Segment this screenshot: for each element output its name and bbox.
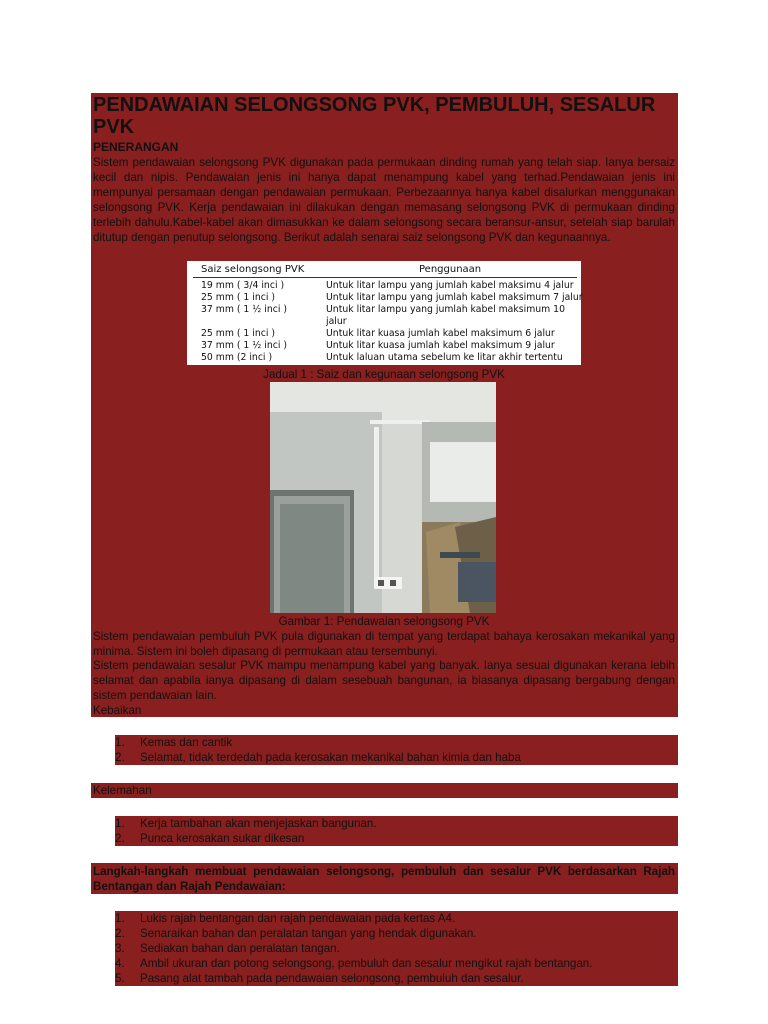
disadvantages-list (115, 816, 377, 846)
table-cell: Untuk litar lampu yang jumlah kabel maksimu 4 jalur (326, 280, 574, 291)
list-number: 2. (115, 927, 125, 940)
table-cell: 50 mm (2 inci ) (201, 352, 273, 363)
list-number: 1. (115, 817, 125, 830)
list-item (115, 735, 521, 750)
table-cell: Untuk litar kuasa jumlah kabel maksimum 6 jalur (326, 328, 555, 339)
list-text: Kerja tambahan akan menjejaskan bangunan. (140, 817, 377, 830)
table-cell: 37 mm ( 1 ½ inci ) (201, 340, 288, 351)
conduit-paragraph: Sistem pendawaian pembuluh PVK pula digunakan di tempat yang terdapat bahaya kerosakan mekanikal yang minima. Sistem ini boleh dipasang di permukaan atau tersembunyi. (93, 630, 675, 658)
steps-heading: Langkah-langkah membuat pendawaian selongsong, pembuluh dan sesalur PVK berdasarkan Rajah Bentangan dan Rajah Pendawaian: (93, 865, 675, 893)
steps-list (115, 911, 592, 986)
list-number: 1. (115, 736, 125, 749)
table-cell: jalur (326, 316, 347, 327)
list-item (115, 956, 592, 971)
list-number: 2. (115, 751, 125, 764)
table-cell: 37 mm ( 1 ½ inci ) (201, 304, 288, 315)
table-divider (193, 277, 577, 278)
disadvantages-heading-background (91, 783, 678, 798)
page-title: PENDAWAIAN SELONGSONG PVK, PEMBULUH, SESALUR PVK (93, 94, 656, 138)
list-text: Ambil ukuran dan potong selongsong, pembuluh dan sesalur mengikut rajah bentangan. (140, 957, 593, 970)
table-header-usage: Penggunaan (419, 264, 482, 275)
list-number: 2. (115, 832, 125, 845)
section-heading: PENERANGAN (93, 140, 179, 154)
list-number: 3. (115, 942, 125, 955)
list-number: 4. (115, 957, 125, 970)
trunking-paragraph: Sistem pendawaian sesalur PVK mampu menampung kabel yang banyak. Ianya sesuai digunakan kerana lebih selamat dan apabila ianya dipasang di dalam sesebuah bangunan, ia biasanya dipasang bergabung dengan sistem pendawaian lain. (93, 659, 675, 702)
list-number: 5. (115, 972, 125, 985)
list-item (115, 941, 592, 956)
advantages-label: Kebaikan (93, 704, 142, 717)
list-text: Punca kerosakan sukar dikesan (140, 832, 305, 845)
list-text: Selamat, tidak terdedah pada kerosakan mekanikal bahan kimia dan haba (140, 751, 521, 764)
table-cell: 25 mm ( 1 inci ) (201, 292, 276, 303)
list-item (115, 971, 592, 986)
size-table (187, 261, 581, 365)
list-item (115, 831, 377, 846)
list-item (115, 911, 592, 926)
list-text: Kemas dan cantik (140, 736, 233, 749)
list-item (115, 816, 377, 831)
list-number: 1. (115, 912, 125, 925)
list-text: Lukis rajah bentangan dan rajah pendawaian pada kertas A4. (140, 912, 456, 925)
conduit-photo (270, 382, 496, 613)
advantages-list (115, 735, 521, 765)
table-cell: 25 mm ( 1 inci ) (201, 328, 276, 339)
list-text: Pasang alat tambah pada pendawaian selongsong, pembuluh dan sesalur. (140, 972, 524, 985)
list-item (115, 750, 521, 765)
intro-paragraph: Sistem pendawaian selongsong PVK digunakan pada permukaan dinding rumah yang telah siap. Ianya bersaiz kecil dan nipis. Pendawaian jenis ini hanya dapat menampung kabel yang terhad.Pendawaian jenis ini mempunyai persamaan dengan pendawaian permukaan. Perbezaannya hanya kabel disalurkan menggunakan selongsong PVK. Kerja pendawaian ini dilakukan dengan memasang selongsong PVK di permukaan dinding terlebih dahulu.Kabel-kabel akan dimasukkan ke dalam selongsong secara beransur-ansur, setelah siap barulah ditutup dengan penutup selongsong. Berikut adalah senarai saiz selongsong PVK dan kegunaannya. (93, 156, 675, 244)
list-item (115, 926, 592, 941)
table-cell: Untuk litar kuasa jumlah kabel maksimum 9 jalur (326, 340, 555, 351)
conduit-photo-illustration (270, 382, 496, 613)
disadvantages-label: Kelemahan (93, 784, 152, 797)
table-cell: 19 mm ( 3/4 inci ) (201, 280, 285, 291)
table-cell: Untuk litar lampu yang jumlah kabel maksimum 10 (326, 304, 565, 315)
list-text: Sediakan bahan dan peralatan tangan. (140, 942, 340, 955)
photo-caption: Gambar 1: Pendawaian selongsong PVK (278, 615, 490, 628)
table-header-size: Saiz selongsong PVK (201, 264, 305, 275)
table-cell: Untuk laluan utama sebelum ke litar akhir tertentu (326, 352, 563, 363)
table-cell: Untuk litar lampu yang jumlah kabel maksimum 7 jalur (326, 292, 583, 303)
list-text: Senaraikan bahan dan peralatan tangan yang hendak digunakan. (140, 927, 477, 940)
table-caption: Jadual 1 : Saiz dan kegunaan selongsong PVK (263, 368, 505, 381)
